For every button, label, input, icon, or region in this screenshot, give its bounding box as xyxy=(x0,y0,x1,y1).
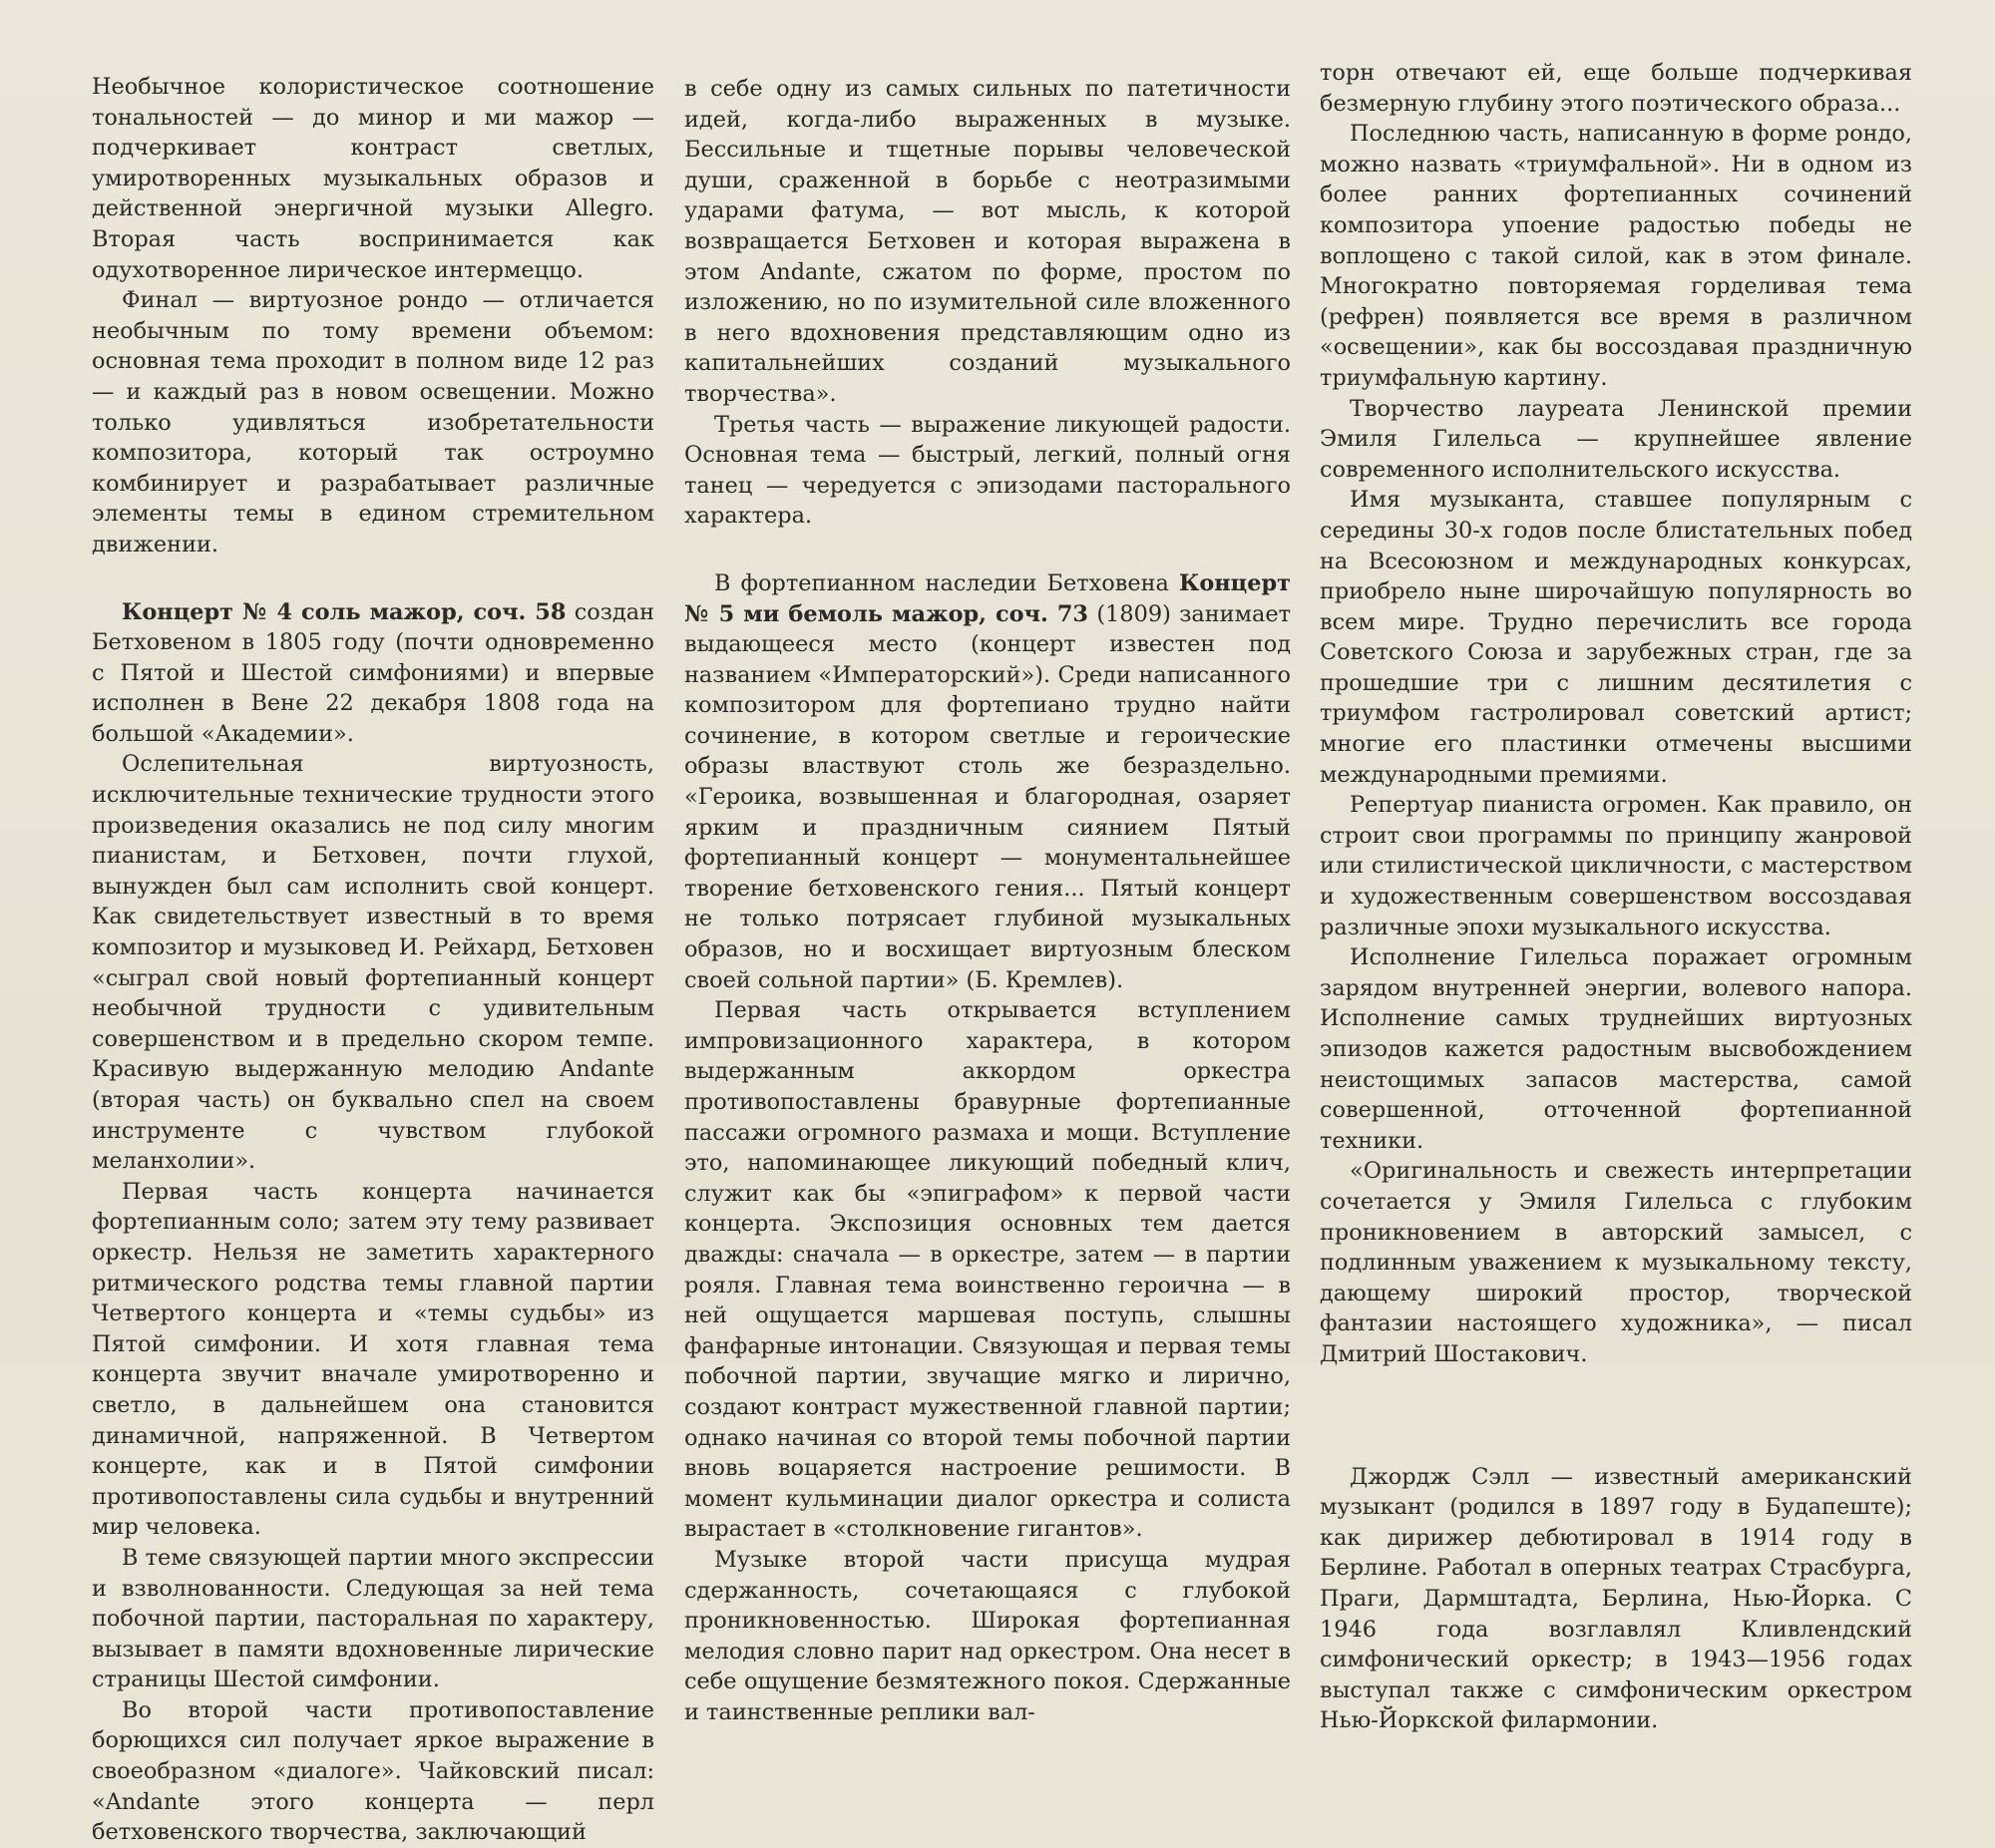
paragraph-text: В фортепианном наследии Бетховена xyxy=(714,569,1179,596)
paragraph: Музыке второй части присуща мудрая сдержанность, сочетающаяся с глубокой проникновенностью. Широкая фортепианная мелодия словно парит над оркестром. Она несет в себе ощущение безмятежного покоя. Сдержанные и таинственные реплики вал- xyxy=(684,1546,1291,1725)
paragraph: Третья часть — выражение ликующей радости. Основная тема — быстрый, легкий, полный огня танец — чередуется с эпизодами пасторального характера. xyxy=(684,411,1291,530)
paragraph: Финал — виртуозное рондо — отличается необычным по тому времени объемом: основная тема проходит в полном виде 12 раз — и каждый раз в новом освещении. Можно только удивляться изобретательности композитора, который так остроумно комбинирует и разрабатывает различные элементы темы в едином стремительном движении. xyxy=(92,287,654,557)
paragraph: Первая часть открывается вступлением импровизационного характера, в котором выдержанным аккордом оркестра противопоставлены бравурные фортепианные пассажи огромного размаха и мощи. Вступление это, напоминающее ликующий победный клич, служит как бы «эпиграфом» к первой части концерта. Экспозиция основных тем дается дважды: сначала — в оркестре, затем — в партии рояля. Главная тема воинственно героична — в ней ощущается маршевая поступь, слышны фанфарные интонации. Связующая и первая темы побочной партии, звучащие мягко и лирично, создают контраст мужественной главной партии; однако начиная со второй темы побочной партии вновь воцаряется настроение решимости. В момент кульминации диалог оркестра и солиста вырастает в «столкновение гигантов». xyxy=(684,997,1291,1543)
paragraph-szell-bio: Джордж Сэлл — известный американский музыкант (родился в 1897 году в Будапеште); как дирижер дебютировал в 1914 году в Берлине. Работал в оперных театрах Страсбурга, Праги, Дармштадта, Берлина, Нью-Йорка. С 1946 года возглавлял Кливлендский симфонический оркестр; в 1943—1956 годах выступал также с симфоническим оркестром Нью-Йоркской филармонии. xyxy=(1320,1463,1912,1734)
paragraph-concerto-4 xyxy=(92,597,654,750)
paragraph: В теме связующей партии много экспрессии и взволнованности. Следующая за ней тема побочной партии, пасторальная по характеру, вызывает в памяти вдохновенные лирические страницы Шестой симфонии. xyxy=(92,1544,654,1693)
paragraph: Ослепительная виртуозность, исключительные технические трудности этого произведения оказались не под силу многим пианистам, и Бетховен, почти глухой, вынужден был сам исполнить свой концерт. Как свидетельствует известный в то время композитор и музыковед И. Рейхард, Бетховен «сыграл свой новый фортепианный концерт необычной трудности с удивительным совершенством и в предельно скором темпе. Красивую выдержанную мелодию Andante (вторая часть) он буквально спел на своем инструменте с чувством глубокой меланхолии». xyxy=(92,751,654,1175)
paragraph-text: создан Бетховеном в 1805 году (почти одновременно с Пятой и Шестой симфониями) и впервые исполнен в Вене 22 декабря 1808 года на большой «Академии». xyxy=(92,598,654,747)
paragraph: торн отвечают ей, еще больше подчеркивая безмерную глубину этого поэтического образа... xyxy=(1320,60,1912,117)
paragraph: Творчество лауреата Ленинской премии Эмиля Гилельса — крупнейшее явление современного исполнительского искусства. xyxy=(1320,395,1912,483)
paragraph: Исполнение Гилельса поражает огромным зарядом внутренней энергии, волевого напора. Исполнение самых труднейших виртуозных эпизодов кажется радостным высвобождением неистощимых запасов мастерства, самой совершенной, отточенной фортепианной техники. xyxy=(1320,944,1912,1154)
text-column-2 xyxy=(684,74,1291,1727)
concerto-4-heading: Концерт № 4 соль мажор, соч. 58 xyxy=(122,598,567,625)
paragraph-text: (1809) занимает выдающееся место (концерт известен под названием «Императорский»). Среди написанного композитором для фортепиано трудно найти сочинение, в котором светлые и героические образы властвуют столь же безраздельно. «Героика, возвышенная и благородная, озаряет ярким и праздничным сиянием Пятый фортепианный концерт — монументальнейшее творение бетховенского гения... Пятый концерт не только потрясает глубиной музыкальных образов, но и восхищает виртуозным блеском своей сольной партии» (Б. Кремлев). xyxy=(684,600,1292,993)
paragraph: Первая часть концерта начинается фортепианным соло; затем эту тему развивает оркестр. Нельзя не заметить характерного ритмического родства темы главной партии Четвертого концерта и «темы судьбы» из Пятой симфонии. И хотя главная тема концерта звучит вначале умиротворенно и светло, в дальнейшем она становится динамичной, напряженной. В Четвертом концерте, как и в Пятой симфонии противопоставлены сила судьбы и внутренний мир человека. xyxy=(92,1178,654,1541)
paragraph-concerto-5 xyxy=(684,568,1291,995)
paragraph: «Оригинальность и свежесть интерпретации сочетается у Эмиля Гилельса с глубоким проникновением в авторский замысел, с подлинным уважением к музыкальному тексту, дающему широкий простор, творческой фантазии настоящего художника», — писал Дмитрий Шостакович. xyxy=(1320,1158,1912,1367)
concerto-5-heading: Концерт № 5 ми бемоль мажор, соч. 73 xyxy=(684,569,1291,627)
paragraph: Репертуар пианиста огромен. Как правило, он строит свои программы по принципу жанровой или стилистической цикличности, с мастерством и художественным совершенством воссоздавая различные эпохи музыкального искусства. xyxy=(1320,792,1912,940)
paragraph: Во второй части противопоставление борющихся сил получает яркое выражение в своеобразном «диалоге». Чайковский писал: «Andante этого концерта — перл бетховенского творчества, заключающий xyxy=(92,1696,654,1846)
paragraph: в себе одну из самых сильных по патетичности идей, когда-либо выраженных в музыке. Бессильные и тщетные порывы человеческой души, сраженной в борьбе с неотразимыми ударами фатума, — вот мысль, к которой возвращается Бетховен и которая выражена в этом Andante, сжатом по форме, простом по изложению, но по изумительной силе вложенного в него вдохновения представляющим одно из капитальнейших созданий музыкального творчества». xyxy=(684,76,1291,407)
text-column-1 xyxy=(92,72,654,1848)
paragraph: Имя музыканта, ставшее популярным с середины 30-х годов после блистательных побед на Всесоюзном и международных конкурсах, приобрело ныне широчайшую популярность во всем мире. Трудно перечислить все города Советского Союза и зарубежных стран, где за прошедшие три с лишним десятилетия с триумфом гастролировал советский артист; многие его пластинки отмечены высшими международными премиями. xyxy=(1320,487,1912,788)
paragraph: Необычное колористическое соотношение тональностей — до минор и ми мажор — подчеркивает контраст светлых, умиротворенных музыкальных образов и действенной энергичной музыки Allegro. Вторая часть воспринимается как одухотворенное лирическое интермеццо. xyxy=(92,74,654,283)
paragraph: Последнюю часть, написанную в форме рондо, можно назвать «триумфальной». Ни в одном из более ранних фортепианных сочинений композитора упоение радостью победы не воплощено с такой силой, как в этом финале. Многократно повторяемая горделивая тема (рефрен) появляется все время в различном «освещении», как бы воссоздавая праздничную триумфальную картину. xyxy=(1320,121,1912,391)
text-column-3 xyxy=(1320,58,1912,1736)
